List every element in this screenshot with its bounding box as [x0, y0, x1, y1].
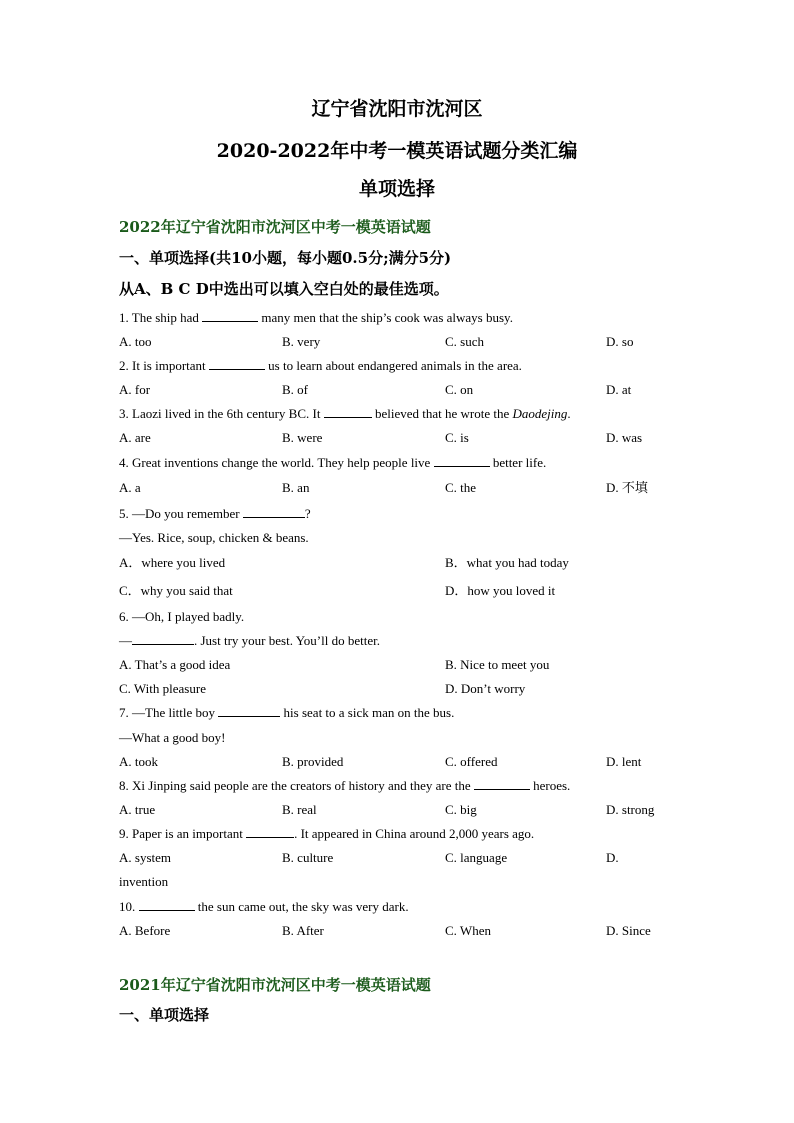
question-text: 7. —The little boy [119, 705, 219, 720]
option-a: A．where you lived [119, 555, 226, 570]
option-b: B. of [282, 382, 308, 397]
answer-blank [434, 454, 490, 467]
option-d: D. lent [606, 754, 642, 769]
question-2 [119, 357, 522, 375]
doc-title-region: 辽宁省沈阳市沈河区 [311, 98, 483, 120]
question-text: 1. The ship had [119, 310, 203, 325]
question-text: the sun came out, the sky was very dark. [194, 899, 409, 914]
question-text: 10. [119, 899, 139, 914]
option-a: A. That’s a good idea [119, 657, 231, 672]
question-text: . [567, 406, 571, 421]
option-c: C. such [445, 334, 484, 349]
question-1 [119, 309, 513, 327]
question-text: 5. —Do you remember [119, 506, 243, 521]
question-text: 9. Paper is an important [119, 826, 247, 841]
option-c: C. on [445, 382, 474, 397]
question-text: many men that the ship’s cook was always busy. [258, 310, 513, 325]
option-b: B. provided [282, 754, 344, 769]
section-heading-2022: 2022年辽宁省沈阳市沈河区中考一模英语试题 [119, 218, 431, 236]
option-a: A. took [119, 754, 158, 769]
answer-blank [202, 309, 258, 322]
option-a: A. true [119, 802, 156, 817]
question-text: better life. [489, 455, 547, 470]
question-text: 3. Laozi lived in the 6th century BC. It [119, 406, 324, 421]
option-a: A. are [119, 430, 151, 445]
option-d: D. at [606, 382, 632, 397]
doc-title-topic: 单项选择 [358, 178, 435, 200]
option-c: C. With pleasure [119, 681, 206, 696]
question-text: his seat to a sick man on the bus. [280, 705, 455, 720]
question-8 [119, 777, 570, 795]
answer-blank [243, 505, 305, 518]
option-b: B．what you had today [445, 555, 569, 570]
answer-blank [324, 405, 372, 418]
option-a: A. a [119, 480, 141, 495]
option-a: A. for [119, 382, 151, 397]
answer-blank [474, 777, 530, 790]
option-b: B. After [282, 923, 324, 938]
question-text: — [119, 633, 132, 648]
part-heading-2021: 一、单项选择 [119, 1006, 210, 1024]
option-a: A. too [119, 334, 152, 349]
option-c: C．why you said that [119, 583, 233, 598]
option-d: D．how you loved it [445, 583, 556, 598]
question-4 [119, 454, 546, 472]
question-text: believed that he wrote the [371, 406, 513, 421]
question-3 [119, 405, 571, 423]
option-d: D. strong [606, 802, 655, 817]
option-d: D. Don’t worry [445, 681, 526, 696]
answer-blank [139, 898, 195, 911]
option-c: C. is [445, 430, 469, 445]
instruction: 从A、B C D中选出可以填入空白处的最佳选项。 [119, 280, 449, 298]
option-b: B. very [282, 334, 321, 349]
doc-title-main: 2020-2022年中考一模英语试题分类汇编 [216, 140, 578, 162]
option-c: C. When [445, 923, 491, 938]
answer-blank [132, 632, 194, 645]
option-b: B. culture [282, 850, 334, 865]
question-text: 2. It is important [119, 358, 209, 373]
question-5-reply: —Yes. Rice, soup, chicken & beans. [119, 530, 309, 545]
question-text: heroes. [529, 778, 571, 793]
question-5 [119, 505, 311, 523]
option-d: D. [606, 850, 619, 865]
option-b: B. real [282, 802, 317, 817]
question-text: . It appeared in China around 2,000 years ago. [294, 826, 535, 841]
option-b: B. an [282, 480, 310, 495]
answer-blank [209, 357, 265, 370]
option-a: A. system [119, 850, 171, 865]
option-d: D. was [606, 430, 643, 445]
question-text: . Just try your best. You’ll do better. [194, 633, 380, 648]
book-title: Daodejing [512, 406, 568, 421]
option-c: C. big [445, 802, 477, 817]
answer-blank [218, 704, 280, 717]
section-heading-2021: 2021年辽宁省沈阳市沈河区中考一模英语试题 [119, 976, 431, 994]
option-a: A. Before [119, 923, 171, 938]
part-heading-2022: 一、单项选择(共10小题，每小题0.5分;满分5分) [119, 249, 452, 267]
question-text: ? [304, 506, 311, 521]
option-c: C. offered [445, 754, 498, 769]
option-d: D. 不填 [606, 480, 648, 495]
option-c: C. the [445, 480, 477, 495]
question-6: 6. —Oh, I played badly. [119, 609, 245, 624]
question-9 [119, 825, 534, 843]
option-b: B. were [282, 430, 323, 445]
question-text: us to learn about endangered animals in the area. [264, 358, 522, 373]
question-7 [119, 704, 454, 722]
question-text: 4. Great inventions change the world. They help people live [119, 455, 434, 470]
answer-blank [246, 825, 294, 838]
option-c: C. language [445, 850, 508, 865]
question-10 [119, 898, 409, 916]
question-text: 8. Xi Jinping said people are the creators of history and they are the [119, 778, 474, 793]
option-b: B. Nice to meet you [445, 657, 550, 672]
question-6-reply [119, 632, 380, 650]
option-d: D. Since [606, 923, 651, 938]
question-7-reply: —What a good boy! [119, 730, 226, 745]
option-d-wrap: invention [119, 874, 169, 889]
option-d: D. so [606, 334, 634, 349]
